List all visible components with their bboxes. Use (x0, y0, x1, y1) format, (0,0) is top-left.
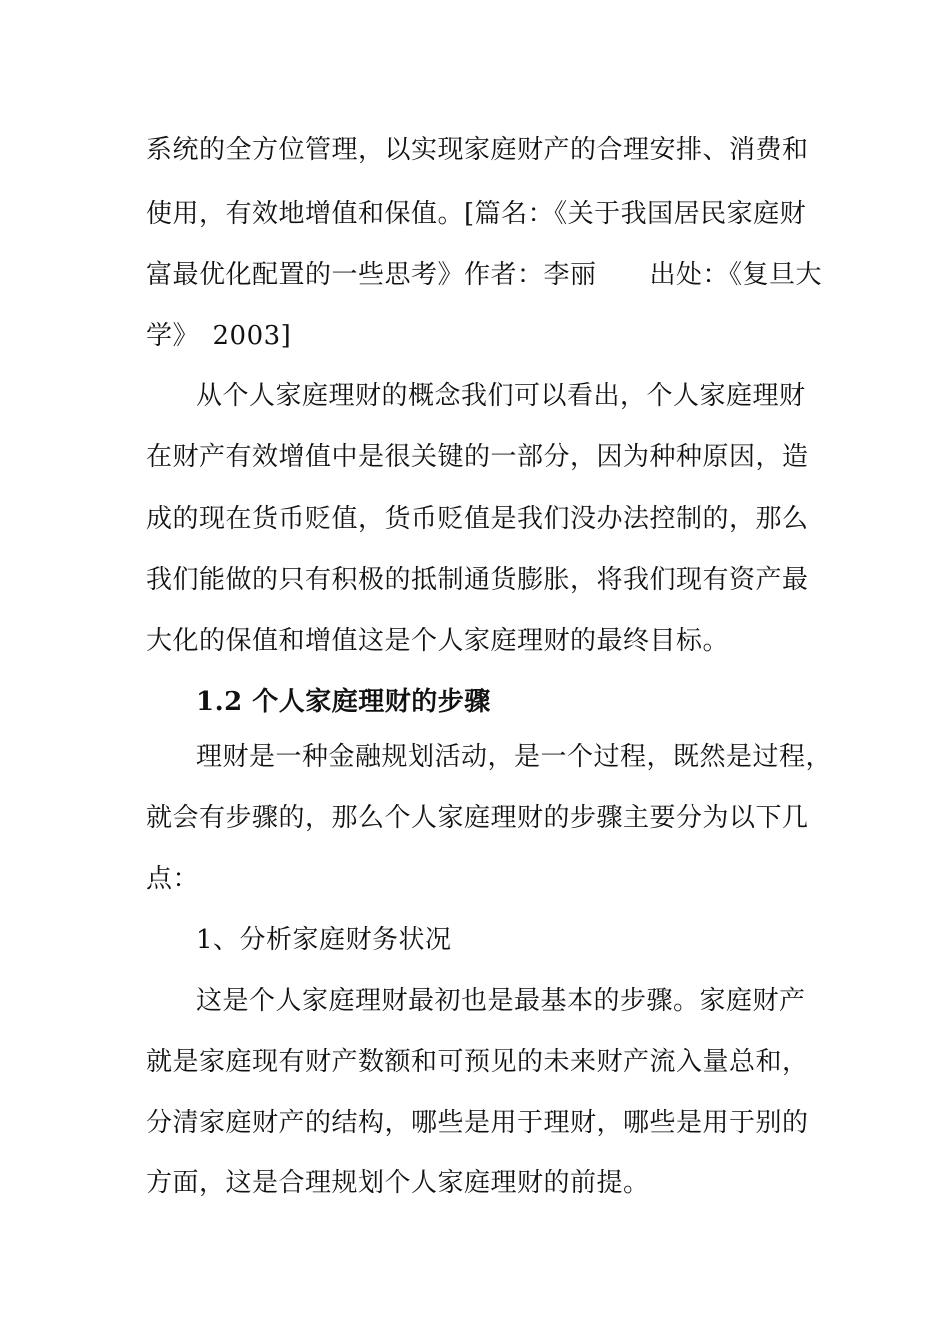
paragraph-line: 理财是一种金融规划活动，是一个过程，既然是过程， (196, 742, 833, 772)
paragraph-line: 点： (146, 864, 200, 894)
paragraph-line: 大化的保值和增值这是个人家庭理财的最终目标。 (146, 626, 730, 656)
section-heading: 1.2 个人家庭理财的步骤 (196, 687, 491, 717)
paragraph-line: 这是个人家庭理财最初也是最基本的步骤。家庭财产 (196, 986, 806, 1016)
paragraph-line: 就会有步骤的，那么个人家庭理财的步骤主要分为以下几 (146, 803, 809, 833)
paragraph-line: 从个人家庭理财的概念我们可以看出，个人家庭理财 (196, 381, 806, 411)
paragraph-line: 富最优化配置的一些思考》作者：李丽 出处：《复旦大 (146, 260, 823, 290)
paragraph-line: 系统的全方位管理，以实现家庭财产的合理安排、消费和 (146, 135, 809, 165)
paragraph-line: 就是家庭现有财产数额和可预见的未来财产流入量总和， (146, 1047, 809, 1077)
subsection-heading: 1、分析家庭财务状况 (196, 925, 452, 955)
paragraph-line: 我们能做的只有积极的抵制通货膨胀，将我们现有资产最 (146, 565, 809, 595)
paragraph-line: 使用，有效地增值和保值。[篇名：《关于我国居民家庭财 (146, 199, 807, 229)
paragraph-line: 分清家庭财产的结构，哪些是用于理财，哪些是用于别的 (146, 1108, 809, 1138)
paragraph-line: 学》 2003] (146, 321, 292, 351)
paragraph-line: 在财产有效增值中是很关键的一部分，因为种种原因，造 (146, 442, 809, 472)
paragraph-line: 成的现在货币贬值，货币贬值是我们没办法控制的，那么 (146, 504, 809, 534)
paragraph-line: 方面，这是合理规划个人家庭理财的前提。 (146, 1168, 650, 1198)
